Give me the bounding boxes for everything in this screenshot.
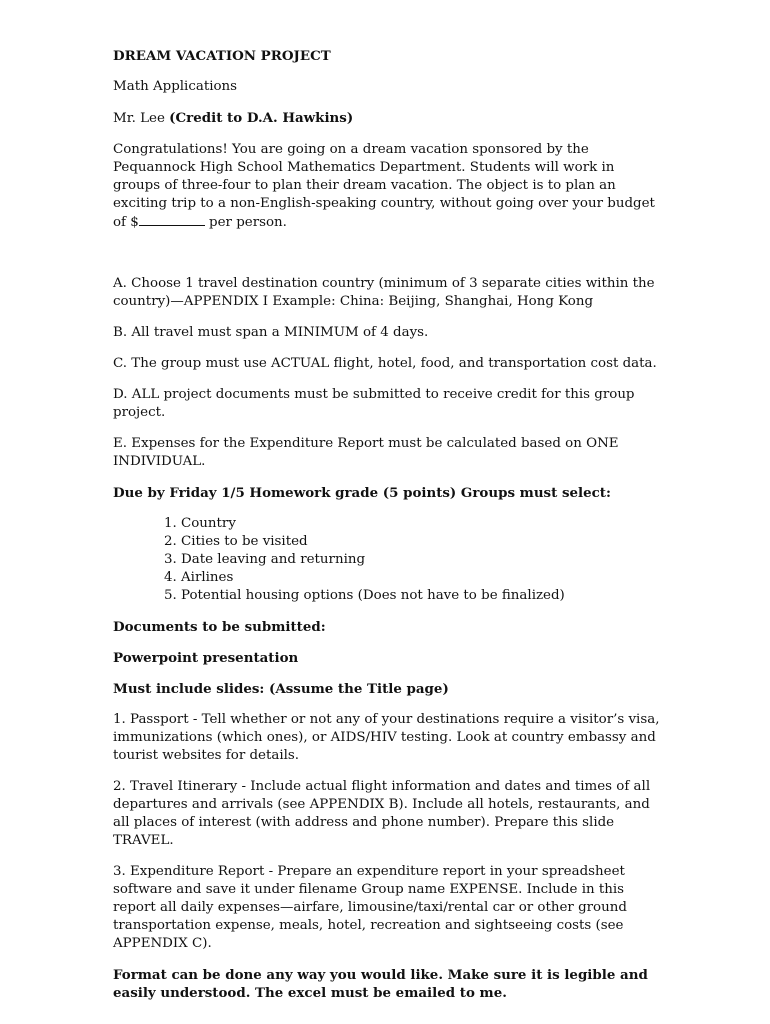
- list-item: 1. Country: [181, 515, 660, 533]
- due-heading: Due by Friday 1/5 Homework grade (5 points) Groups must select:: [113, 485, 611, 501]
- list-item: 5. Potential housing options (Does not have to be finalized): [181, 587, 660, 605]
- powerpoint-heading: Powerpoint presentation: [113, 650, 299, 666]
- document-title: DREAM VACATION PROJECT: [113, 48, 331, 64]
- rule-b: B. All travel must span a MINIMUM of 4 days.: [113, 325, 429, 340]
- slide-itinerary: 2. Travel Itinerary - Include actual flight information and dates and times of all departures and arrivals (see APPENDIX B). Include all hotels, restaurants, and all places of interest (with address and phone number). Prepare this slide TRAVEL.: [113, 779, 651, 848]
- rule-c: C. The group must use ACTUAL flight, hotel, food, and transportation cost data.: [113, 356, 657, 371]
- intro-text: Congratulations! You are going on a dream vacation sponsored by the Pequannock High School Mathematics Department. Students will work in groups of three-four to plan their dream vacation. The object is to plan an exciting trip to a non-English-speaking country, without going over your budget of $: [113, 142, 655, 230]
- budget-blank: [139, 213, 205, 226]
- rule-d: D. ALL project documents must be submitted to receive credit for this group project.: [113, 387, 635, 420]
- due-list: [113, 515, 660, 605]
- spacer: [113, 245, 660, 275]
- intro-paragraph: [113, 141, 660, 232]
- teacher-name: Mr. Lee: [113, 111, 165, 126]
- slide-passport: 1. Passport - Tell whether or not any of your destinations require a visitor’s visa, immunizations (which ones), or AIDS/HIV testing. Look at country embassy and tourist websites for details.: [113, 712, 660, 763]
- slides-heading: Must include slides: (Assume the Title page): [113, 681, 449, 697]
- closing-note: Format can be done any way you would like. Make sure it is legible and easily understood. The excel must be emailed to me.: [113, 967, 648, 1001]
- teacher-line: [113, 109, 660, 128]
- credit-note: (Credit to D.A. Hawkins): [169, 110, 354, 126]
- list-item: 3. Date leaving and returning: [181, 551, 660, 569]
- list-item: 4. Airlines: [181, 569, 660, 587]
- list-item: 2. Cities to be visited: [181, 533, 660, 551]
- intro-text-end: per person.: [204, 215, 287, 230]
- rule-a: A. Choose 1 travel destination country (minimum of 3 separate cities within the country)—APPENDIX I Example: China: Beijing, Shanghai, Hong Kong: [113, 276, 655, 309]
- rule-e: E. Expenses for the Expenditure Report must be calculated based on ONE INDIVIDUAL.: [113, 436, 619, 469]
- subject-line: Math Applications: [113, 79, 238, 94]
- slide-expenditure: 3. Expenditure Report - Prepare an expenditure report in your spreadsheet software and save it under filename Group name EXPENSE. Include in this report all daily expenses—airfare, limousine/taxi/rental car or other ground transportation expense, meals, hotel, recreation and sightseeing costs (see APPENDIX C).: [113, 864, 627, 951]
- documents-heading: Documents to be submitted:: [113, 619, 326, 635]
